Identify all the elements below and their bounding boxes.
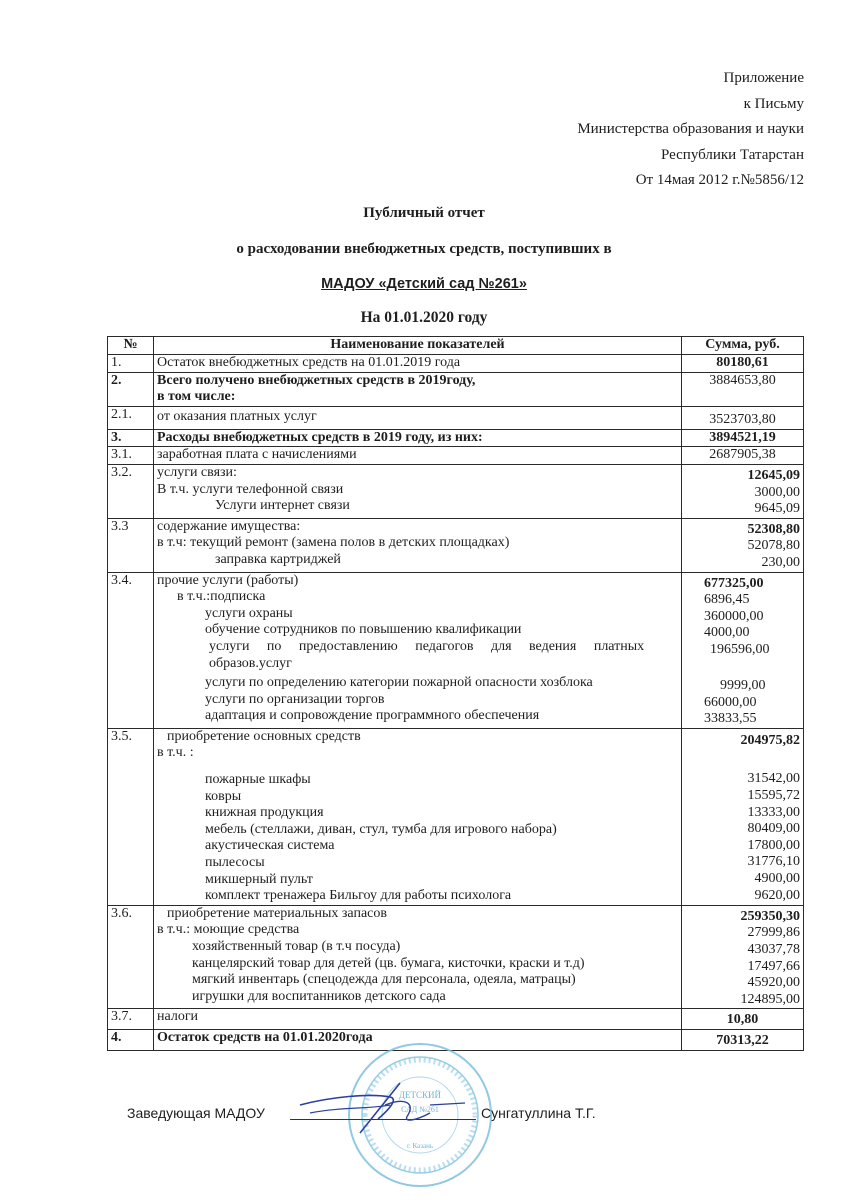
addressee-block <box>577 66 804 194</box>
row-sum <box>682 572 804 728</box>
row-name: от оказания платных услуг <box>154 406 682 429</box>
row-name <box>154 728 682 905</box>
row-name <box>154 518 682 572</box>
row-num: 4. <box>108 1029 154 1050</box>
organization-name: МАДОУ «Детский сад №261» <box>321 276 527 292</box>
row-num: 3.3 <box>108 518 154 572</box>
header-name: Наименование показателей <box>154 337 682 355</box>
sub-item-sum: 9999,00 <box>720 678 766 694</box>
stamp-text: ДЕТСКИЙ <box>398 1090 442 1100</box>
sub-item-sum: 13333,00 <box>747 804 800 820</box>
row-sum: 3884653,80 <box>682 372 804 406</box>
sub-item-sum: 17800,00 <box>747 837 800 853</box>
row-name: Остаток внебюджетных средств на 01.01.2019 года <box>154 355 682 373</box>
sub-item: пылесосы <box>205 855 265 871</box>
sub-item-sum: 52078,80 <box>747 538 800 554</box>
row-name <box>154 464 682 518</box>
sub-item: услуги охраны <box>205 605 293 621</box>
sub-item: канцелярский товар для детей (цв. бумага, кисточки, краски и т.д) <box>192 955 585 971</box>
row-name: налоги <box>154 1009 682 1030</box>
row-num: 3.7. <box>108 1009 154 1030</box>
expense-report-table <box>107 336 804 1051</box>
table-row <box>108 728 804 905</box>
sub-item: мягкий инвентарь (спецодежда для персонала, одеяла, матрацы) <box>192 972 576 988</box>
sub-item: В т.ч. услуги телефонной связи <box>157 481 344 497</box>
row-name-line: приобретение материальных запасов <box>167 905 387 921</box>
row-num: 3.6. <box>108 905 154 1009</box>
sub-item: книжная продукция <box>205 805 324 821</box>
sub-item: пожарные шкафы <box>205 772 311 788</box>
row-num: 2.1. <box>108 406 154 429</box>
sub-item-sum: 45920,00 <box>747 975 800 991</box>
row-name: заработная плата с начислениями <box>154 447 682 465</box>
table-row <box>108 464 804 518</box>
header-line: Республики Татарстан <box>660 146 804 163</box>
row-sum <box>682 905 804 1009</box>
row-total: 259350,30 <box>740 908 800 924</box>
sub-item-sum: 43037,78 <box>747 942 800 957</box>
sub-item-sum: 80409,00 <box>747 821 800 837</box>
row-sum <box>682 518 804 572</box>
row-num: 3.2. <box>108 464 154 518</box>
sub-item-sum: 27999,86 <box>747 925 800 941</box>
row-name-line: приобретение основных средств <box>167 728 361 744</box>
row-sum: 3894521,19 <box>682 429 804 447</box>
sub-item-sum: 33833,55 <box>704 711 757 727</box>
signatory-position: Заведующая МАДОУ <box>127 1105 265 1121</box>
table-row <box>108 406 804 429</box>
report-title: Публичный отчет <box>363 205 485 221</box>
row-total: 204975,82 <box>740 732 800 748</box>
row-name: Остаток средств на 01.01.2020года <box>154 1029 682 1050</box>
sub-item: игрушки для воспитанников детского сада <box>192 988 446 1004</box>
sub-item-sum: 66000,00 <box>704 694 757 710</box>
sub-item-sum: 196596,00 <box>710 641 770 657</box>
report-date: На 01.01.2020 году <box>360 309 488 326</box>
table-row <box>108 518 804 572</box>
sub-item: в т.ч.:подписка <box>177 589 266 605</box>
row-sum: 3523703,80 <box>682 406 804 429</box>
sub-item-line: образов.услуг <box>209 655 292 671</box>
sub-item: услуги по организации торгов <box>205 691 385 707</box>
row-sum <box>682 464 804 518</box>
table-row <box>108 429 804 447</box>
sub-item: услуги по определению категории пожарной опасности хозблока <box>205 675 593 691</box>
sub-item: акустическая система <box>205 838 335 854</box>
row-name <box>154 372 682 406</box>
sub-item-sum: 3000,00 <box>754 484 800 500</box>
report-subtitle: о расходовании внебюджетных средств, поступивших в <box>236 241 612 257</box>
row-name-line: содержание имущества: <box>157 518 301 534</box>
sub-item: мебель (стеллажи, диван, стул, тумба для игрового набора) <box>205 821 557 837</box>
sub-item-line: услуги по предоставлению педагогов для ведения платных <box>209 638 645 654</box>
table-row <box>108 572 804 728</box>
sub-item: заправка картриджей <box>215 551 341 567</box>
row-name <box>154 905 682 1009</box>
row-name-line: прочие услуги (работы) <box>157 572 299 588</box>
row-num: 3. <box>108 429 154 447</box>
row-sum: 2687905,38 <box>682 447 804 465</box>
sub-item-sum: 17497,66 <box>747 958 800 974</box>
sub-item-sum: 31542,00 <box>747 771 800 787</box>
sub-item-sum: 360000,00 <box>704 608 764 624</box>
sub-item-sum: 124895,00 <box>740 991 800 1007</box>
sub-item-sum: 31776,10 <box>747 854 800 870</box>
table-row <box>108 1009 804 1030</box>
sub-item-sum: 4900,00 <box>754 871 800 887</box>
row-num: 2. <box>108 372 154 406</box>
row-sum: 80180,61 <box>682 355 804 373</box>
stamp-text: САД №261 <box>401 1105 439 1114</box>
sub-item: в т.ч.: моющие средства <box>157 922 300 938</box>
sub-item: обучение сотрудников по повышению квалификации <box>205 622 522 638</box>
sub-item-sum: 9645,09 <box>754 501 800 517</box>
sub-item: ковры <box>205 788 242 804</box>
row-total: 52308,80 <box>747 521 800 537</box>
row-name-line: в том числе: <box>157 389 236 405</box>
row-num: 3.4. <box>108 572 154 728</box>
row-sum: 10,80 <box>682 1009 804 1030</box>
table-header-row <box>108 337 804 355</box>
handwritten-signature <box>290 1075 490 1145</box>
row-name: Расходы внебюджетных средств в 2019 году, из них: <box>154 429 682 447</box>
row-num: 3.5. <box>108 728 154 905</box>
row-name <box>154 572 682 728</box>
sub-item-sum: 15595,72 <box>747 788 800 804</box>
sub-item-sum: 230,00 <box>761 554 800 570</box>
sub-item: микшерный пульт <box>205 871 313 887</box>
row-num: 3.1. <box>108 447 154 465</box>
sub-item-sum: 6896,45 <box>704 592 750 608</box>
sub-item <box>157 639 678 672</box>
header-line: к Письму <box>743 95 804 112</box>
table-row <box>108 905 804 1009</box>
table-row <box>108 372 804 406</box>
sub-item: хозяйственный товар (в т.ч посуда) <box>192 939 401 954</box>
sub-item-sum: 4000,00 <box>704 625 750 641</box>
header-line: От 14мая 2012 г.№5856/12 <box>635 172 804 188</box>
table-row <box>108 355 804 373</box>
header-sum: Сумма, руб. <box>682 337 804 355</box>
row-sum <box>682 728 804 905</box>
row-name-line: услуги связи: <box>157 464 237 480</box>
row-sum: 70313,22 <box>682 1029 804 1050</box>
row-name-line: Всего получено внебюджетных средств в 2019году, <box>157 372 476 388</box>
header-line: Приложение <box>723 70 804 86</box>
sub-item: Услуги интернет связи <box>215 498 350 514</box>
table-row <box>108 447 804 465</box>
row-name-sub: в т.ч. : <box>157 745 194 761</box>
sub-item: комплект тренажера Бильгоу для работы психолога <box>205 888 512 904</box>
signatory-name: Сунгатуллина Т.Г. <box>481 1105 596 1121</box>
sub-item-sum: 9620,00 <box>754 887 800 903</box>
sub-item: в т.ч: текущий ремонт (замена полов в детских площадках) <box>157 535 510 551</box>
row-num: 1. <box>108 355 154 373</box>
row-total: 677325,00 <box>704 575 764 591</box>
header-line: Министерства образования и науки <box>577 121 804 137</box>
stamp-text: г. Казань <box>406 1142 434 1150</box>
sub-item: адаптация и сопровождение программного обеспечения <box>205 708 540 724</box>
header-num: № <box>108 337 154 355</box>
row-total: 12645,09 <box>747 467 800 483</box>
